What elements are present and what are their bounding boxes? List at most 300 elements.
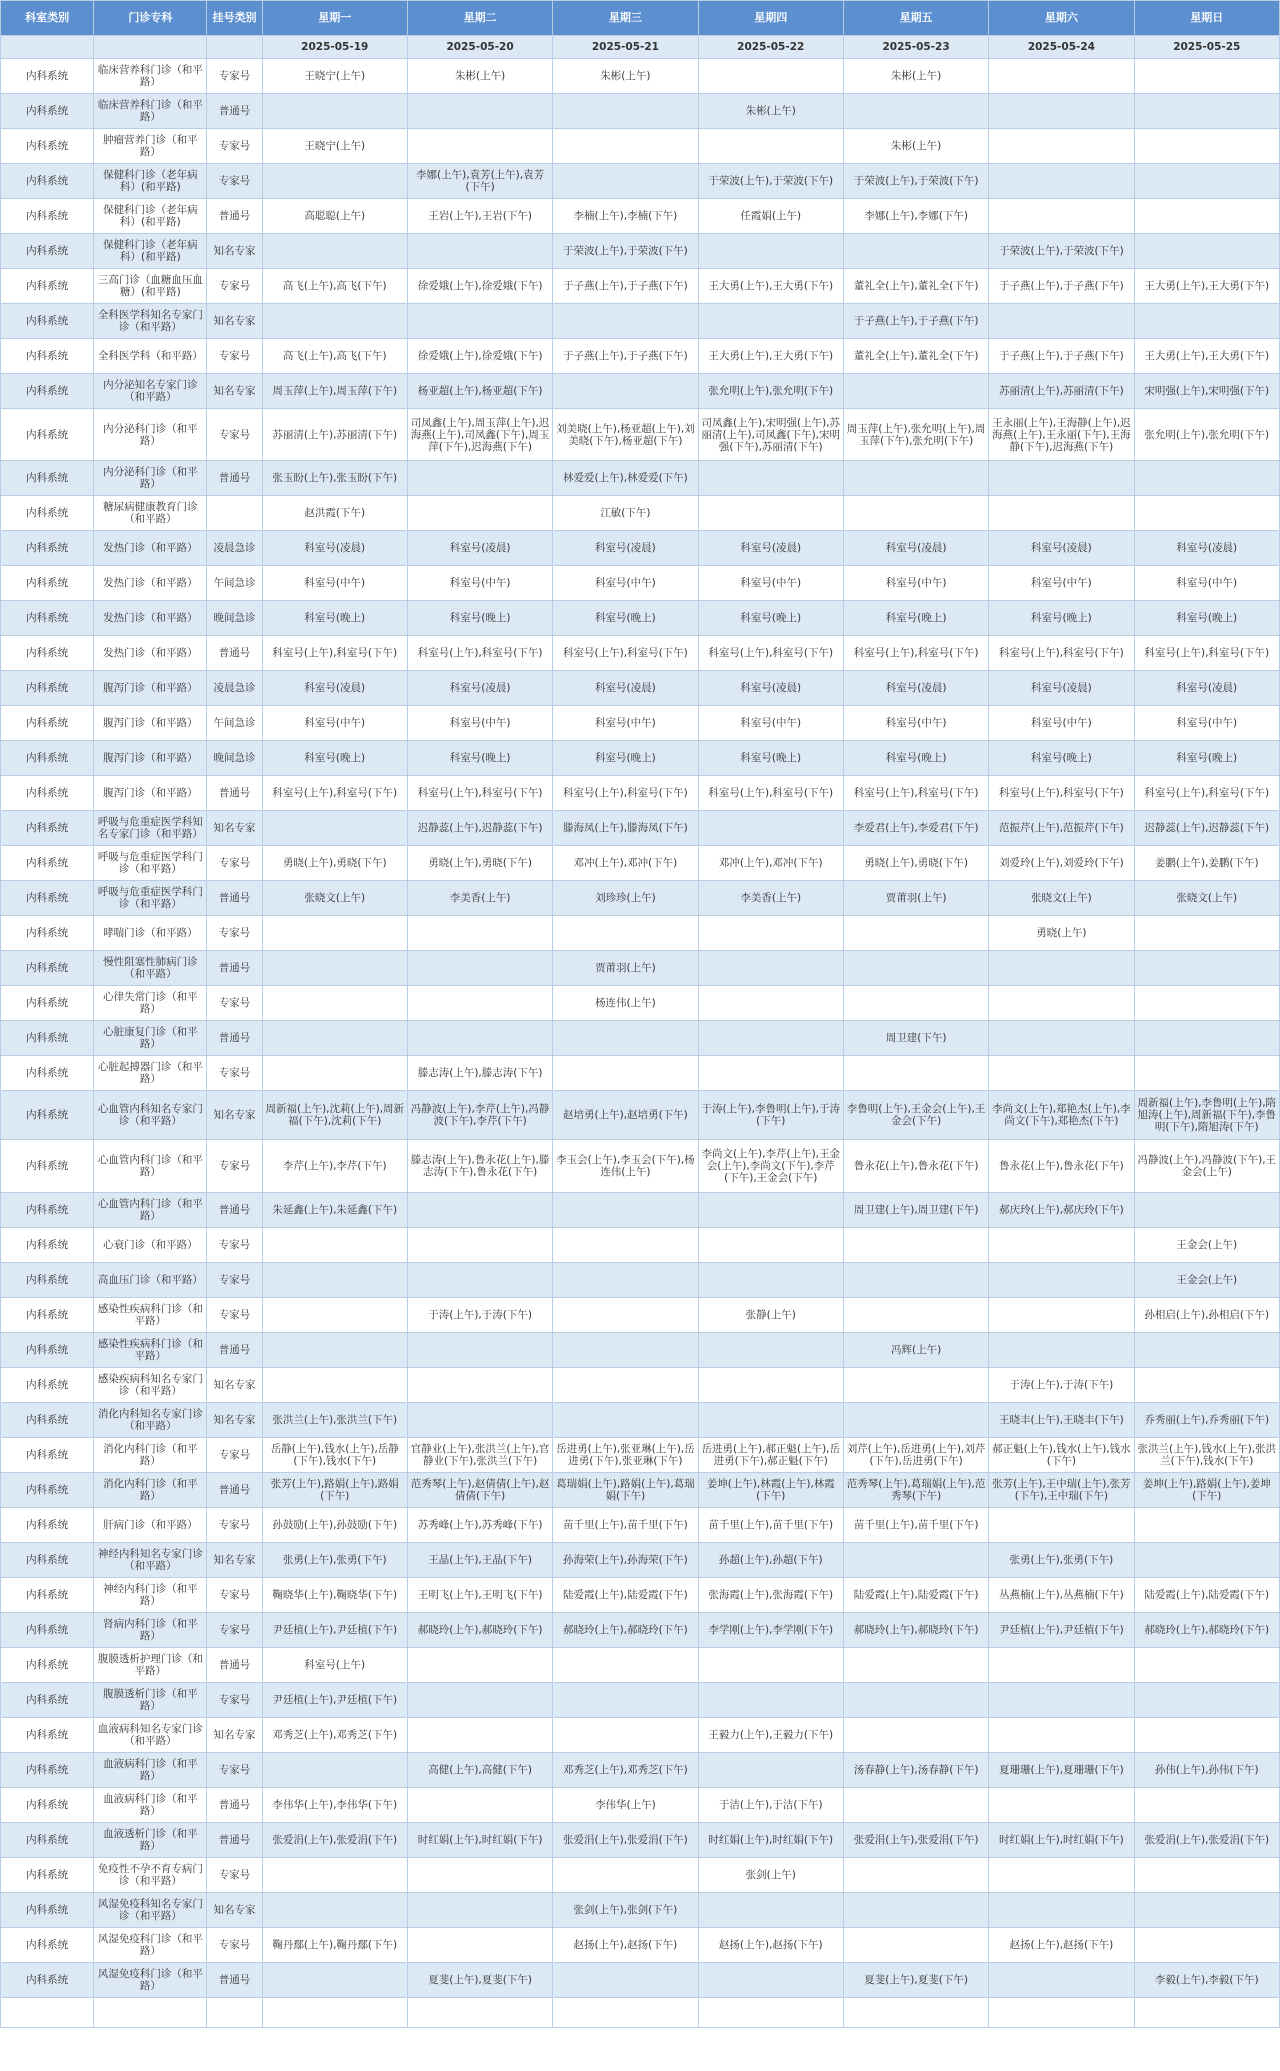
tuesday-cell [407,1648,552,1683]
tuesday-cell [407,1263,552,1298]
friday-cell [843,1648,988,1683]
clinic-cell: 风湿免疫科门诊（和平路） [94,1928,207,1963]
monday-cell: 孙鼓励(上午),孙鼓励(下午) [262,1508,407,1543]
tuesday-cell: 科室号(凌晨) [407,671,552,706]
thursday-cell: 任霞娟(上午) [698,199,843,234]
friday-cell: 科室号(晚上) [843,741,988,776]
friday-cell [843,1228,988,1263]
thursday-cell [698,916,843,951]
wednesday-cell: 张剑(上午),张剑(下午) [553,1893,698,1928]
sunday-cell [1134,951,1279,986]
thursday-cell [698,1263,843,1298]
clinic-cell: 腹膜透析护理门诊（和平路） [94,1648,207,1683]
clinic-cell: 腹泻门诊（和平路） [94,776,207,811]
sunday-cell [1134,1858,1279,1893]
thursday-cell: 王大勇(上午),王大勇(下午) [698,269,843,304]
clinic-cell: 腹泻门诊（和平路） [94,706,207,741]
tuesday-cell: 徐爱娥(上午),徐爱娥(下午) [407,339,552,374]
clinic-cell: 呼吸与危重症医学科门诊（和平路） [94,846,207,881]
saturday-cell [989,164,1134,199]
monday-cell: 朱延鑫(上午),朱延鑫(下午) [262,1193,407,1228]
clinic-cell: 感染性疾病科门诊（和平路） [94,1333,207,1368]
sunday-cell [1134,1333,1279,1368]
friday-cell [843,916,988,951]
registration-type-cell: 普通号 [207,636,262,671]
tuesday-cell [407,1403,552,1438]
clinic-cell: 临床营养科门诊（和平路） [94,94,207,129]
wednesday-cell: 邓秀芝(上午),邓秀芝(下午) [553,1753,698,1788]
registration-type-cell: 知名专家 [207,1543,262,1578]
friday-cell [843,1928,988,1963]
table-row [1,881,1280,916]
sunday-cell: 张爱涓(上午),张爱涓(下午) [1134,1823,1279,1858]
friday-cell: 科室号(中午) [843,566,988,601]
date-friday: 2025-05-23 [843,36,988,59]
friday-cell: 范秀琴(上午),葛瑞娟(上午),范秀琴(下午) [843,1473,988,1508]
friday-cell: 鲁永花(上午),鲁永花(下午) [843,1140,988,1193]
monday-cell [262,1021,407,1056]
tuesday-cell: 朱彬(上午) [407,59,552,94]
wednesday-cell [553,1718,698,1753]
friday-cell: 科室号(上午),科室号(下午) [843,776,988,811]
sunday-cell [1134,1508,1279,1543]
saturday-cell [989,1508,1134,1543]
thursday-cell: 于洁(上午),于洁(下午) [698,1788,843,1823]
monday-cell [262,164,407,199]
wednesday-cell: 科室号(中午) [553,706,698,741]
sunday-cell: 姜坤(上午),路娟(上午),姜坤(下午) [1134,1473,1279,1508]
friday-cell: 张爱涓(上午),张爱涓(下午) [843,1823,988,1858]
monday-cell [262,1368,407,1403]
table-row [1,1333,1280,1368]
wednesday-cell: 科室号(凌晨) [553,671,698,706]
registration-type-cell: 专家号 [207,846,262,881]
saturday-cell [989,1648,1134,1683]
sunday-cell: 宋明强(上午),宋明强(下午) [1134,374,1279,409]
saturday-cell: 科室号(凌晨) [989,671,1134,706]
clinic-cell: 三高门诊（血糖血压血糖）(和平路) [94,269,207,304]
wednesday-cell [553,304,698,339]
tuesday-cell [407,1228,552,1263]
registration-type-cell: 凌晨急诊 [207,671,262,706]
friday-cell [843,1298,988,1333]
thursday-cell: 赵扬(上午),赵扬(下午) [698,1928,843,1963]
wednesday-cell: 滕海凤(上午),滕海凤(下午) [553,811,698,846]
monday-cell [262,951,407,986]
thursday-cell [698,1683,843,1718]
registration-type-cell: 知名专家 [207,1893,262,1928]
clinic-cell: 高血压门诊（和平路） [94,1263,207,1298]
tuesday-cell: 于涛(上午),于涛(下午) [407,1298,552,1333]
sunday-cell [1134,986,1279,1021]
wednesday-cell: 于荣波(上午),于荣波(下午) [553,234,698,269]
sunday-cell [1134,1368,1279,1403]
tuesday-cell [407,1683,552,1718]
department-category-cell: 内科系统 [1,881,94,916]
department-category-cell: 内科系统 [1,776,94,811]
monday-cell: 鞠丹鄢(上午),鞠丹鄢(下午) [262,1928,407,1963]
thursday-cell: 岳进勇(上午),郝正魁(上午),岳进勇(下午),郝正魁(下午) [698,1438,843,1473]
table-row [1,1963,1280,1998]
monday-cell: 张芳(上午),路娟(上午),路娟(下午) [262,1473,407,1508]
monday-cell: 科室号(上午),科室号(下午) [262,636,407,671]
saturday-cell: 苏丽清(上午),苏丽清(下午) [989,374,1134,409]
clinic-cell: 消化内科门诊（和平路） [94,1473,207,1508]
monday-cell: 苏丽清(上午),苏丽清(下午) [262,409,407,461]
thursday-cell [698,1963,843,1998]
clinic-cell: 内分泌科门诊（和平路） [94,409,207,461]
table-row [1,531,1280,566]
saturday-cell [989,1718,1134,1753]
friday-cell: 陆爱霞(上午),陆爱霞(下午) [843,1578,988,1613]
thursday-cell [698,1648,843,1683]
sunday-cell: 陆爱霞(上午),陆爱霞(下午) [1134,1578,1279,1613]
monday-cell: 尹廷植(上午),尹廷植(下午) [262,1613,407,1648]
department-category-cell: 内科系统 [1,1368,94,1403]
tuesday-cell: 徐爱娥(上午),徐爱娥(下午) [407,269,552,304]
date-thursday: 2025-05-22 [698,36,843,59]
wednesday-cell: 邓冲(上午),邓冲(下午) [553,846,698,881]
saturday-cell [989,1963,1134,1998]
clinic-cell: 心血管内科知名专家门诊（和平路） [94,1091,207,1140]
monday-cell: 张晓文(上午) [262,881,407,916]
friday-cell: 郝晓玲(上午),郝晓玲(下午) [843,1613,988,1648]
registration-type-cell: 专家号 [207,986,262,1021]
wednesday-cell: 孙海荣(上午),孙海荣(下午) [553,1543,698,1578]
thursday-cell: 孙超(上午),孙超(下午) [698,1543,843,1578]
saturday-cell [989,1298,1134,1333]
clinic-cell: 全科医学科（和平路） [94,339,207,374]
department-category-cell: 内科系统 [1,1056,94,1091]
department-category-cell: 内科系统 [1,1263,94,1298]
sunday-cell: 李毅(上午),李毅(下午) [1134,1963,1279,1998]
clinic-cell: 感染性疾病科门诊（和平路） [94,1298,207,1333]
tuesday-cell [407,94,552,129]
tuesday-cell: 司凤鑫(上午),周玉萍(上午),迟海燕(上午),司凤鑫(下午),周玉萍(下午),迟海燕(下午) [407,409,552,461]
saturday-cell: 于涛(上午),于涛(下午) [989,1368,1134,1403]
sunday-cell: 张洪兰(上午),钱水(上午),张洪兰(下午),钱水(下午) [1134,1438,1279,1473]
table-row [1,1091,1280,1140]
tuesday-cell: 李娜(上午),袁芳(上午),袁芳(下午) [407,164,552,199]
department-category-cell: 内科系统 [1,304,94,339]
wednesday-cell: 贾莆羽(上午) [553,951,698,986]
registration-type-cell: 专家号 [207,1858,262,1893]
empty-cell [207,1998,262,2028]
thursday-cell: 科室号(凌晨) [698,671,843,706]
department-category-cell: 内科系统 [1,339,94,374]
table-row [1,1578,1280,1613]
saturday-cell: 于荣波(上午),于荣波(下午) [989,234,1134,269]
date-cell-blank [94,36,207,59]
clinic-cell: 全科医学科知名专家门诊（和平路） [94,304,207,339]
wednesday-cell: 刘美晓(上午),杨亚超(上午),刘美晓(下午),杨亚超(下午) [553,409,698,461]
department-category-cell: 内科系统 [1,1403,94,1438]
registration-type-cell: 凌晨急诊 [207,531,262,566]
wednesday-cell [553,1648,698,1683]
clinic-cell: 保健科门诊（老年病科）(和平路) [94,234,207,269]
friday-cell [843,1718,988,1753]
friday-cell [843,951,988,986]
friday-cell [843,1263,988,1298]
date-wednesday: 2025-05-21 [553,36,698,59]
table-row [1,496,1280,531]
wednesday-cell: 张爱涓(上午),张爱涓(下午) [553,1823,698,1858]
table-row [1,741,1280,776]
thursday-cell [698,304,843,339]
table-row [1,409,1280,461]
empty-cell [94,1998,207,2028]
wednesday-cell [553,1263,698,1298]
registration-type-cell: 知名专家 [207,374,262,409]
table-row [1,1753,1280,1788]
header-clinic: 门诊专科 [94,1,207,36]
friday-cell: 科室号(晚上) [843,601,988,636]
saturday-cell: 郝正魁(上午),钱水(上午),钱水(下午) [989,1438,1134,1473]
clinic-cell: 神经内科知名专家门诊（和平路） [94,1543,207,1578]
department-category-cell: 内科系统 [1,566,94,601]
clinic-cell: 血液病科知名专家门诊（和平路） [94,1718,207,1753]
friday-cell: 刘芹(上午),岳进勇(上午),刘芹(下午),岳进勇(下午) [843,1438,988,1473]
clinic-cell: 感染疾病科知名专家门诊（和平路） [94,1368,207,1403]
tuesday-cell: 王明飞(上午),王明飞(下午) [407,1578,552,1613]
thursday-cell [698,1368,843,1403]
monday-cell [262,1298,407,1333]
monday-cell: 张勇(上午),张勇(下午) [262,1543,407,1578]
wednesday-cell [553,1021,698,1056]
department-category-cell: 内科系统 [1,1333,94,1368]
saturday-cell: 郝庆玲(上午),郝庆玲(下午) [989,1193,1134,1228]
saturday-cell [989,1788,1134,1823]
table-row [1,1893,1280,1928]
thursday-cell [698,1056,843,1091]
monday-cell: 张玉盼(上午),张玉盼(下午) [262,461,407,496]
department-category-cell: 内科系统 [1,1091,94,1140]
wednesday-cell [553,1963,698,1998]
thursday-cell: 科室号(上午),科室号(下午) [698,636,843,671]
registration-type-cell: 专家号 [207,916,262,951]
department-category-cell: 内科系统 [1,951,94,986]
thursday-cell [698,1021,843,1056]
clinic-cell: 保健科门诊（老年病科）(和平路) [94,164,207,199]
saturday-cell: 丛燕楠(上午),丛燕楠(下午) [989,1578,1134,1613]
table-row [1,1718,1280,1753]
saturday-cell: 时红娟(上午),时红娟(下午) [989,1823,1134,1858]
header-row [1,1,1280,36]
registration-type-cell: 专家号 [207,59,262,94]
clinic-cell: 心律失常门诊（和平路） [94,986,207,1021]
registration-type-cell: 普通号 [207,1021,262,1056]
registration-type-cell: 普通号 [207,94,262,129]
friday-cell: 朱彬(上午) [843,59,988,94]
friday-cell: 李娜(上午),李娜(下午) [843,199,988,234]
monday-cell: 科室号(凌晨) [262,671,407,706]
table-row [1,1648,1280,1683]
friday-cell: 汤春静(上午),汤春静(下午) [843,1753,988,1788]
wednesday-cell: 科室号(凌晨) [553,531,698,566]
table-row [1,269,1280,304]
clinic-cell: 风湿免疫科知名专家门诊（和平路） [94,1893,207,1928]
thursday-cell: 科室号(凌晨) [698,531,843,566]
header-department-category: 科室类别 [1,1,94,36]
department-category-cell: 内科系统 [1,636,94,671]
tuesday-cell [407,986,552,1021]
friday-cell [843,496,988,531]
saturday-cell [989,1683,1134,1718]
thursday-cell [698,234,843,269]
saturday-cell [989,304,1134,339]
clinic-cell: 风湿免疫科门诊（和平路） [94,1963,207,1998]
wednesday-cell [553,1683,698,1718]
registration-type-cell: 普通号 [207,1963,262,1998]
tuesday-cell: 科室号(晚上) [407,601,552,636]
monday-cell: 邓秀芝(上午),邓秀芝(下午) [262,1718,407,1753]
table-row [1,1823,1280,1858]
registration-type-cell: 专家号 [207,1928,262,1963]
wednesday-cell: 赵扬(上午),赵扬(下午) [553,1928,698,1963]
table-row [1,1056,1280,1091]
empty-cell [1134,1998,1279,2028]
clinic-cell: 免疫性不孕不育专病门诊（和平路） [94,1858,207,1893]
header-wednesday: 星期三 [553,1,698,36]
saturday-cell: 张勇(上午),张勇(下午) [989,1543,1134,1578]
registration-type-cell: 专家号 [207,1228,262,1263]
wednesday-cell [553,1368,698,1403]
registration-type-cell: 专家号 [207,129,262,164]
sunday-cell: 姜鹏(上午),姜鹏(下午) [1134,846,1279,881]
sunday-cell: 冯静波(上午),冯静波(下午),王金会(上午) [1134,1140,1279,1193]
registration-type-cell: 普通号 [207,461,262,496]
thursday-cell [698,951,843,986]
table-row [1,461,1280,496]
department-category-cell: 内科系统 [1,1683,94,1718]
monday-cell [262,986,407,1021]
department-category-cell: 内科系统 [1,916,94,951]
saturday-cell: 科室号(晚上) [989,741,1134,776]
wednesday-cell [553,374,698,409]
table-row [1,776,1280,811]
sunday-cell [1134,496,1279,531]
tuesday-cell: 科室号(中午) [407,566,552,601]
tuesday-cell [407,1368,552,1403]
department-category-cell: 内科系统 [1,1613,94,1648]
table-row [1,916,1280,951]
registration-type-cell: 晚间急诊 [207,741,262,776]
sunday-cell [1134,304,1279,339]
tuesday-cell [407,496,552,531]
clinic-cell: 发热门诊（和平路） [94,601,207,636]
clinic-cell: 消化内科门诊（和平路） [94,1438,207,1473]
clinic-cell: 发热门诊（和平路） [94,566,207,601]
department-category-cell: 内科系统 [1,846,94,881]
sunday-cell: 张允明(上午),张允明(下午) [1134,409,1279,461]
sunday-cell: 郝晓玲(上午),郝晓玲(下午) [1134,1613,1279,1648]
thursday-cell: 王大勇(上午),王大勇(下午) [698,339,843,374]
table-row [1,1683,1280,1718]
table-row [1,636,1280,671]
registration-type-cell: 午间急诊 [207,706,262,741]
clinic-cell: 哮喘门诊（和平路） [94,916,207,951]
registration-type-cell: 普通号 [207,1473,262,1508]
thursday-cell [698,811,843,846]
tuesday-cell [407,1893,552,1928]
tuesday-cell [407,1333,552,1368]
empty-table-row [1,1998,1280,2028]
department-category-cell: 内科系统 [1,1140,94,1193]
tuesday-cell: 夏斐(上午),夏斐(下午) [407,1963,552,1998]
monday-cell [262,1228,407,1263]
clinic-cell: 消化内科知名专家门诊（和平路） [94,1403,207,1438]
thursday-cell: 科室号(中午) [698,706,843,741]
tuesday-cell: 苏秀峰(上午),苏秀峰(下午) [407,1508,552,1543]
thursday-cell [698,986,843,1021]
thursday-cell: 张海霞(上午),张海霞(下午) [698,1578,843,1613]
monday-cell: 高聪聪(上午) [262,199,407,234]
thursday-cell: 张允明(上午),张允明(下午) [698,374,843,409]
table-row [1,566,1280,601]
tuesday-cell: 科室号(晚上) [407,741,552,776]
date-sunday: 2025-05-25 [1134,36,1279,59]
tuesday-cell: 李美香(上午) [407,881,552,916]
sunday-cell: 迟静蕊(上午),迟静蕊(下午) [1134,811,1279,846]
sunday-cell [1134,461,1279,496]
monday-cell: 李伟华(上午),李伟华(下午) [262,1788,407,1823]
department-category-cell: 内科系统 [1,1508,94,1543]
tuesday-cell [407,916,552,951]
thursday-cell: 科室号(上午),科室号(下午) [698,776,843,811]
clinic-cell: 糖尿病健康教育门诊（和平路） [94,496,207,531]
friday-cell [843,1858,988,1893]
monday-cell: 科室号(中午) [262,706,407,741]
sunday-cell: 周新福(上午),李鲁明(上午),隋旭涛(上午),周新福(下午),李鲁明(下午),隋旭涛(下午) [1134,1091,1279,1140]
sunday-cell: 科室号(凌晨) [1134,671,1279,706]
department-category-cell: 内科系统 [1,374,94,409]
registration-type-cell: 专家号 [207,1613,262,1648]
registration-type-cell: 知名专家 [207,1368,262,1403]
tuesday-cell: 王晶(上午),王晶(下午) [407,1543,552,1578]
sunday-cell: 科室号(晚上) [1134,601,1279,636]
monday-cell: 张洪兰(上午),张洪兰(下午) [262,1403,407,1438]
sunday-cell [1134,1718,1279,1753]
monday-cell: 科室号(上午),科室号(下午) [262,776,407,811]
saturday-cell [989,1056,1134,1091]
wednesday-cell [553,916,698,951]
table-row [1,811,1280,846]
empty-cell [1,1998,94,2028]
registration-type-cell: 普通号 [207,1823,262,1858]
registration-type-cell: 专家号 [207,269,262,304]
monday-cell: 张爱涓(上午),张爱涓(下午) [262,1823,407,1858]
table-row [1,706,1280,741]
tuesday-cell [407,1021,552,1056]
sunday-cell [1134,1543,1279,1578]
registration-type-cell: 专家号 [207,1438,262,1473]
wednesday-cell: 赵培勇(上午),赵培勇(下午) [553,1091,698,1140]
registration-type-cell: 专家号 [207,164,262,199]
registration-type-cell: 专家号 [207,1753,262,1788]
friday-cell [843,1893,988,1928]
saturday-cell: 科室号(晚上) [989,601,1134,636]
clinic-cell: 肿瘤营养门诊（和平路） [94,129,207,164]
thursday-cell: 张静(上午) [698,1298,843,1333]
registration-type-cell: 知名专家 [207,1091,262,1140]
saturday-cell: 勇晓(上午) [989,916,1134,951]
department-category-cell: 内科系统 [1,811,94,846]
tuesday-cell: 官静业(上午),张洪兰(上午),官静业(下午),张洪兰(下午) [407,1438,552,1473]
friday-cell: 科室号(凌晨) [843,531,988,566]
sunday-cell: 乔秀丽(上午),乔秀丽(下午) [1134,1403,1279,1438]
sunday-cell [1134,199,1279,234]
monday-cell: 王晓宁(上午) [262,129,407,164]
